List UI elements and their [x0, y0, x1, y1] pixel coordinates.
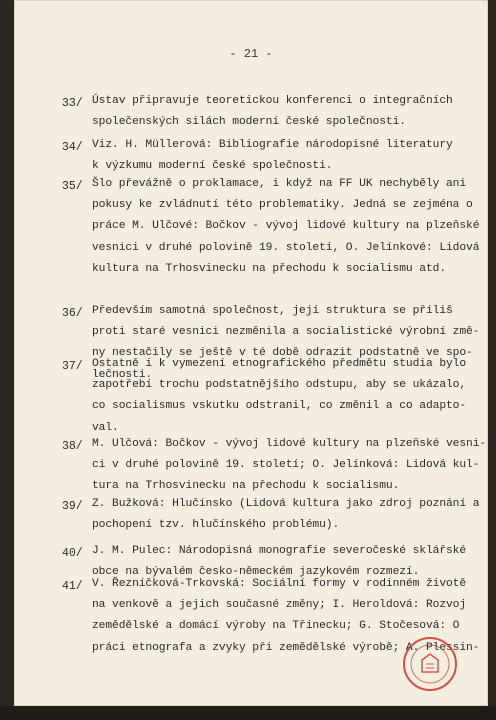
- footnote-line: Ústav připravuje teoretickou konferenci o integračních: [92, 95, 453, 107]
- footnote-number: 40/: [62, 547, 83, 560]
- footnote-number: 33/: [62, 97, 83, 110]
- footnote-line: obce na bývalém česko-německém jazykovém rozmezí.: [92, 566, 420, 579]
- footnote-line: pochopení tzv. hlučínského problému).: [92, 519, 340, 532]
- footnote-line: co socialismus vskutku odstranil, co změnil a co adapto-: [92, 400, 467, 413]
- footnote-line: Ostatně i k vymezení etnografického předmětu studia bylo: [92, 358, 467, 370]
- footnote-line: práci etnografa a zvyky při zemědělské výrobě; A. Plessin-: [92, 641, 480, 654]
- footnote-number: 41/: [62, 580, 83, 593]
- footnote-line: zapotřebí trochu podstatnějšího odstupu, aby se ukázalo,: [92, 379, 467, 392]
- footnote-line: val.: [92, 421, 119, 434]
- footnote-line: práce M. Ulčové: Bočkov - vývoj lidové kultury na plzeňské: [92, 220, 480, 233]
- document-page: [14, 0, 488, 706]
- footnote-line: vesnici v druhé polovině 19. století, O. Jelínkové: Lidová: [92, 241, 480, 254]
- footnote-line: společenských silách moderní české společnosti.: [92, 116, 406, 129]
- footnote-number: 35/: [62, 180, 83, 193]
- footnote-number: 36/: [62, 307, 83, 320]
- footnote-line: Šlo převážně o proklamace, i když na FF UK nechyběly ani: [92, 178, 467, 190]
- scan-edge: [0, 706, 496, 720]
- footnote-line: V. Řezníčková-Trkovská: Sociální formy v rodinném životě: [92, 578, 467, 590]
- footnote-line: tura na Trhosvinecku na přechodu k socialismu.: [92, 480, 400, 493]
- footnote-line: na venkově a jejich současné změny; I. Heroldová: Rozvoj: [92, 599, 467, 612]
- footnote-line: k výzkumu moderní české společnosti.: [92, 160, 333, 173]
- library-stamp-icon: [400, 634, 460, 694]
- footnote-line: pokusy ke zvládnutí této problematiky. Jedná se zejména o: [92, 199, 473, 212]
- footnote-line: proti staré vesnici nezměnila a socialistické výrobní změ-: [92, 326, 480, 339]
- footnote-line: ci v druhé polovině 19. století; O. Jelínková: Lidová kul-: [92, 459, 480, 472]
- footnote-line: zemědělské a domácí výroby na Třinecku; G. Stočesová: O: [92, 620, 460, 633]
- footnote-number: 39/: [62, 500, 83, 513]
- footnote-number: 34/: [62, 141, 83, 154]
- footnote-line: Viz. H. Müllerová: Bibliografie národopisné literatury: [92, 139, 453, 151]
- page-number: - 21 -: [229, 47, 273, 61]
- footnote-line: Z. Bužková: Hlučínsko (Lidová kultura jako zdroj poznání a: [92, 498, 480, 510]
- footnote-line: M. Ulčová: Bočkov - vývoj lidové kultury na plzeňské vesni-: [92, 438, 487, 450]
- footnote-line: Především samotná společnost, její struktura se příliš: [92, 305, 453, 317]
- footnote-line: kultura na Trhosvinecku na přechodu k socialismu atd.: [92, 262, 446, 275]
- footnote-line: J. M. Pulec: Národopisná monografie severočeské sklářské: [92, 545, 467, 557]
- footnote-number: 38/: [62, 440, 83, 453]
- footnote-number: 37/: [62, 360, 83, 373]
- footnote-line: lečnosti.: [92, 368, 153, 381]
- footnote-line: ny nestačily se ještě v té době odrazit podstatně ve spo-: [92, 347, 473, 360]
